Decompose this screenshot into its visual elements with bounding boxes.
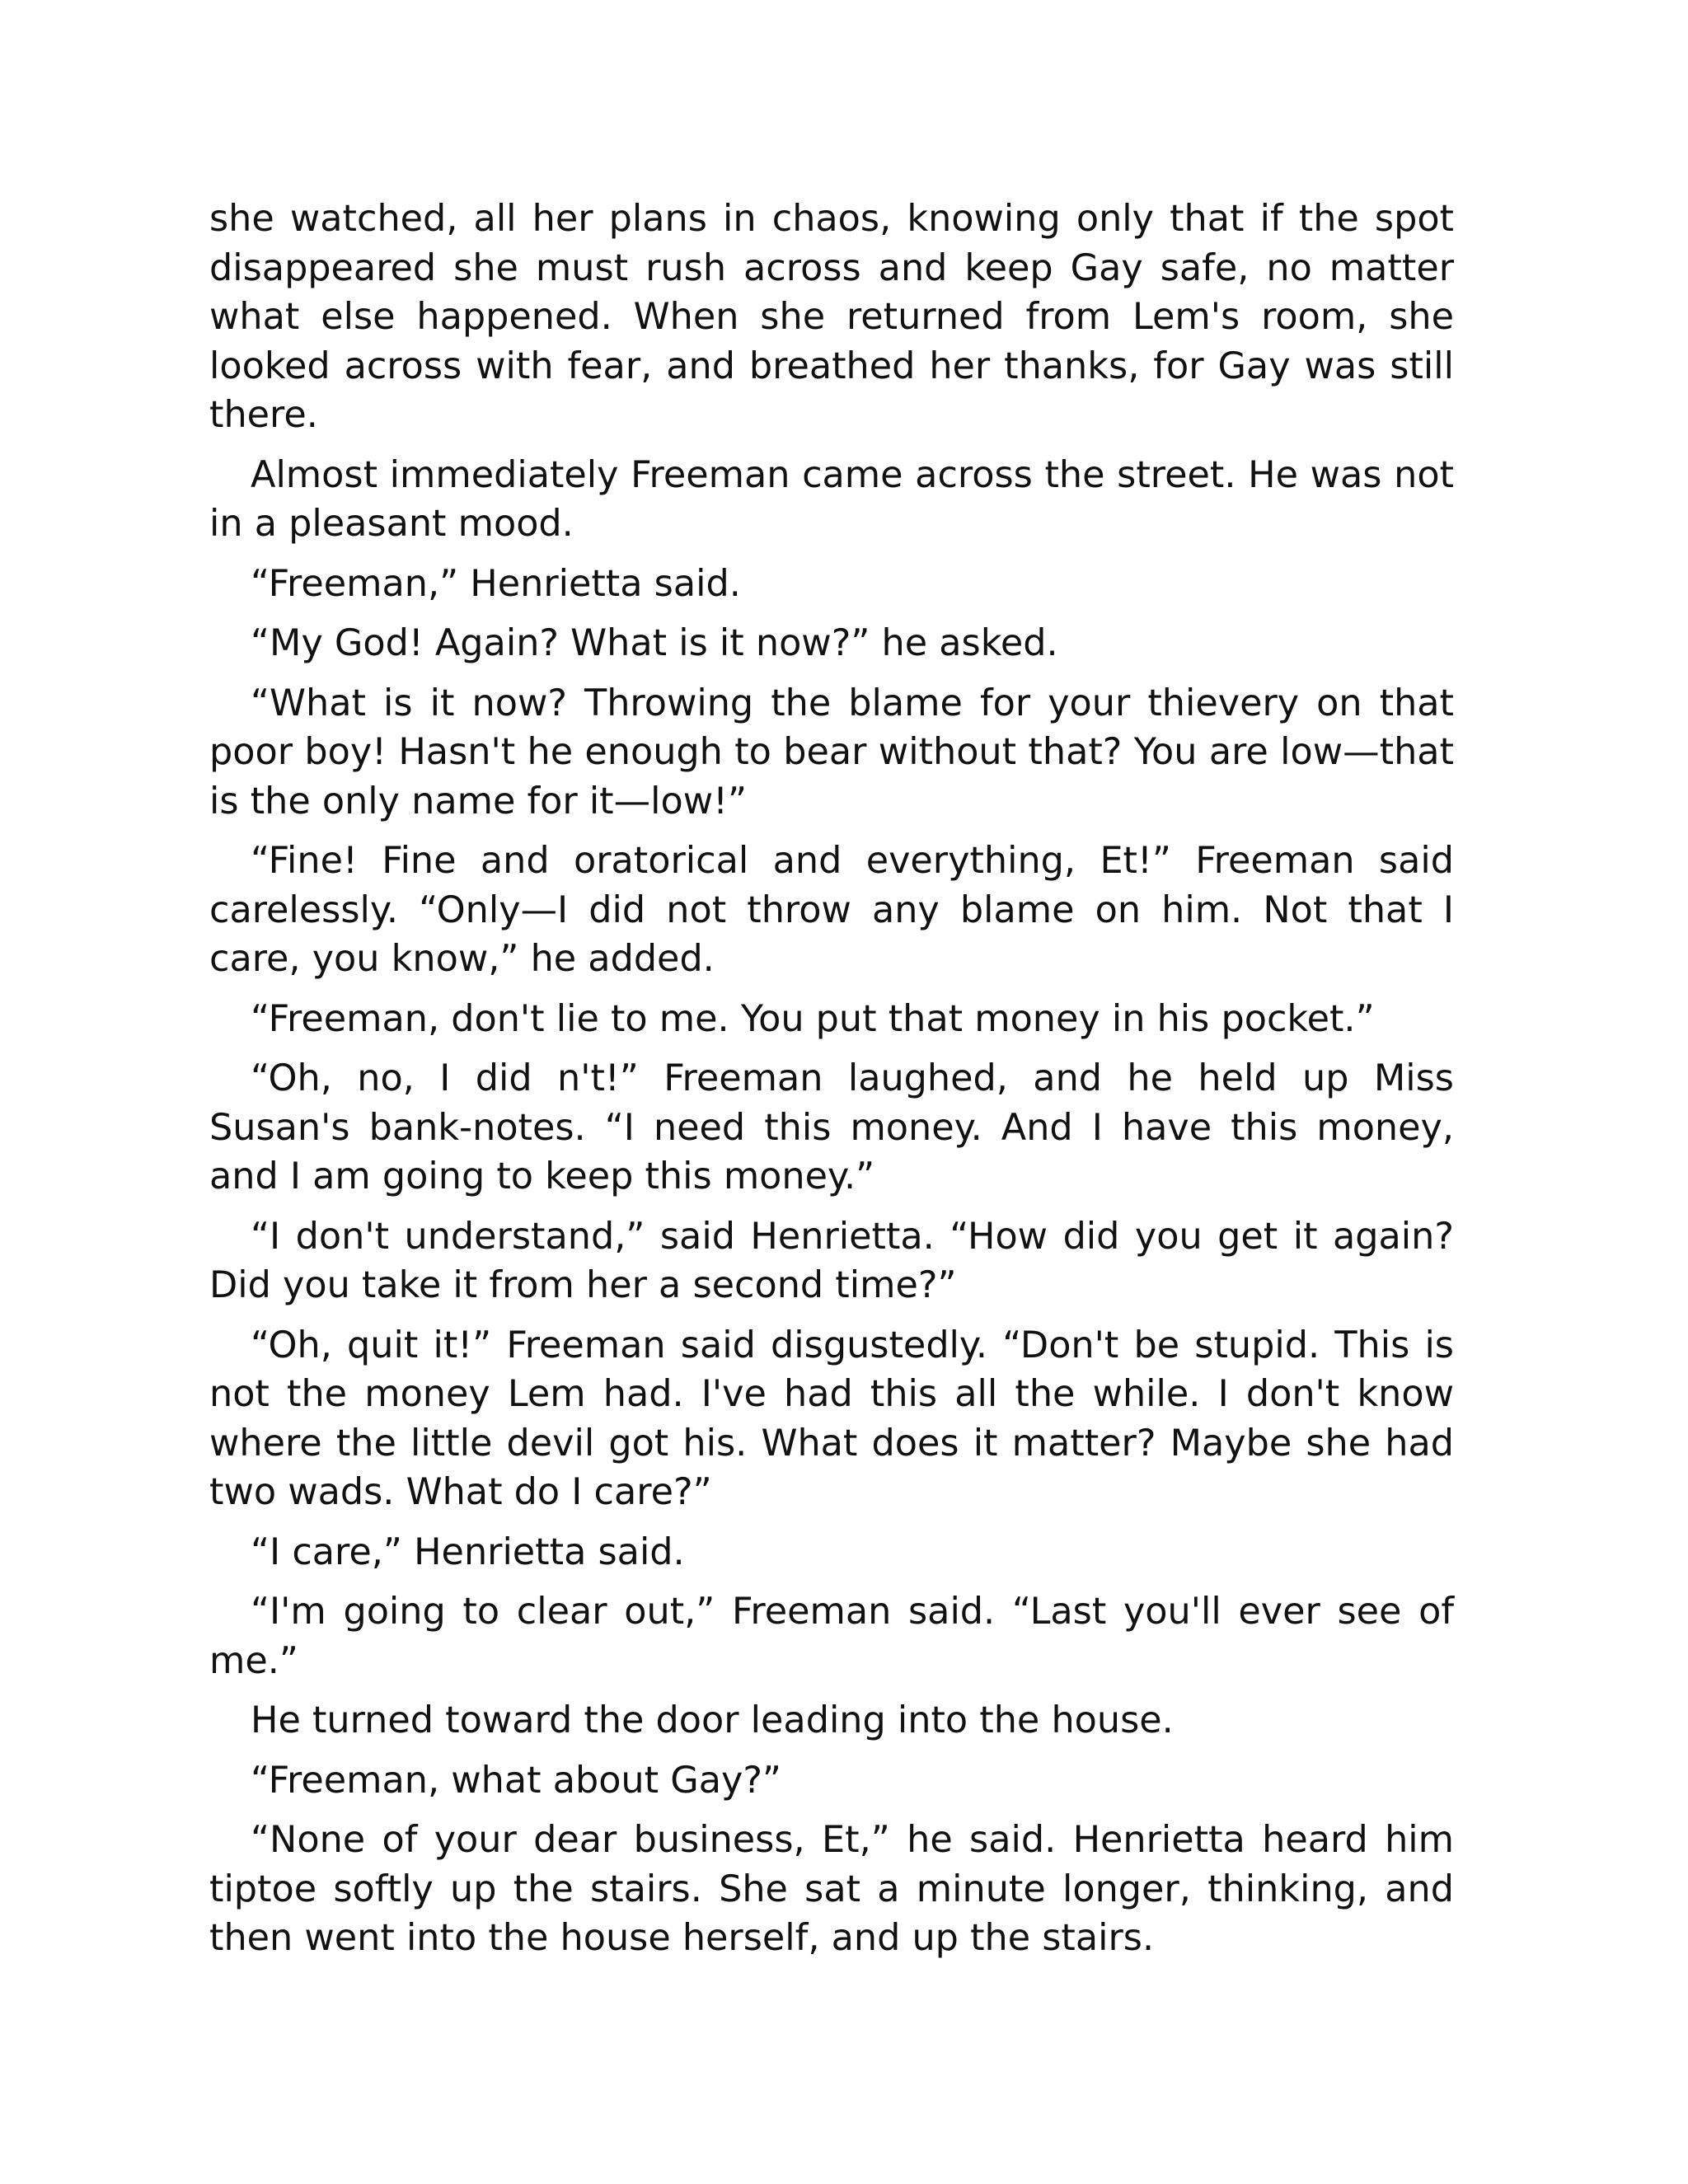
paragraph-1: she watched, all her plans in chaos, knowing only that if the spot disappeared she must rush across and keep Gay safe, no matter what else happened. When she returned from Lem's room, she looked across with fear, and breathed her thanks, for Gay was still there. (209, 198, 1454, 436)
paragraph-10: “Oh, quit it!” Freeman said disgustedly. “Don't be stupid. This is not the money Lem had. I've had this all the while. I don't know where the little devil got his. What does it matter? Maybe she had two wads. What do I care?” (209, 1324, 1454, 1513)
book-page (209, 194, 1454, 1974)
paragraph-9: “I don't understand,” said Henrietta. “How did you get it again? Did you take it from her a second time?” (209, 1215, 1454, 1306)
paragraph-8: “Oh, no, I did n't!” Freeman laughed, and he held up Miss Susan's bank-notes. “I need this money. And I have this money, and I am going to keep this money.” (209, 1057, 1454, 1197)
paragraph-5: “What is it now? Throwing the blame for your thievery on that poor boy! Hasn't he enough to bear without that? You are low—that is the only name for it—low!” (209, 682, 1454, 823)
paragraph-4: “My God! Again? What is it now?” he asked. (251, 622, 1058, 664)
paragraph-11: “I care,” Henrietta said. (251, 1530, 685, 1573)
paragraph-3: “Freeman,” Henrietta said. (251, 562, 741, 605)
paragraph-14: “Freeman, what about Gay?” (251, 1759, 781, 1802)
paragraph-2: Almost immediately Freeman came across the street. He was not in a pleasant mood. (209, 453, 1454, 545)
paragraph-6: “Fine! Fine and oratorical and everything, Et!” Freeman said carelessly. “Only—I did not throw any blame on him. Not that I care, you know,” he added. (209, 840, 1454, 980)
paragraph-7: “Freeman, don't lie to me. You put that money in his pocket.” (251, 997, 1375, 1040)
paragraph-13: He turned toward the door leading into the house. (251, 1699, 1174, 1741)
paragraph-12: “I'm going to clear out,” Freeman said. “Last you'll ever see of me.” (209, 1591, 1454, 1682)
paragraph-15: “None of your dear business, Et,” he said. Henrietta heard him tiptoe softly up the stairs. She sat a minute longer, thinking, and then went into the house herself, and up the stairs. (209, 1819, 1454, 1959)
